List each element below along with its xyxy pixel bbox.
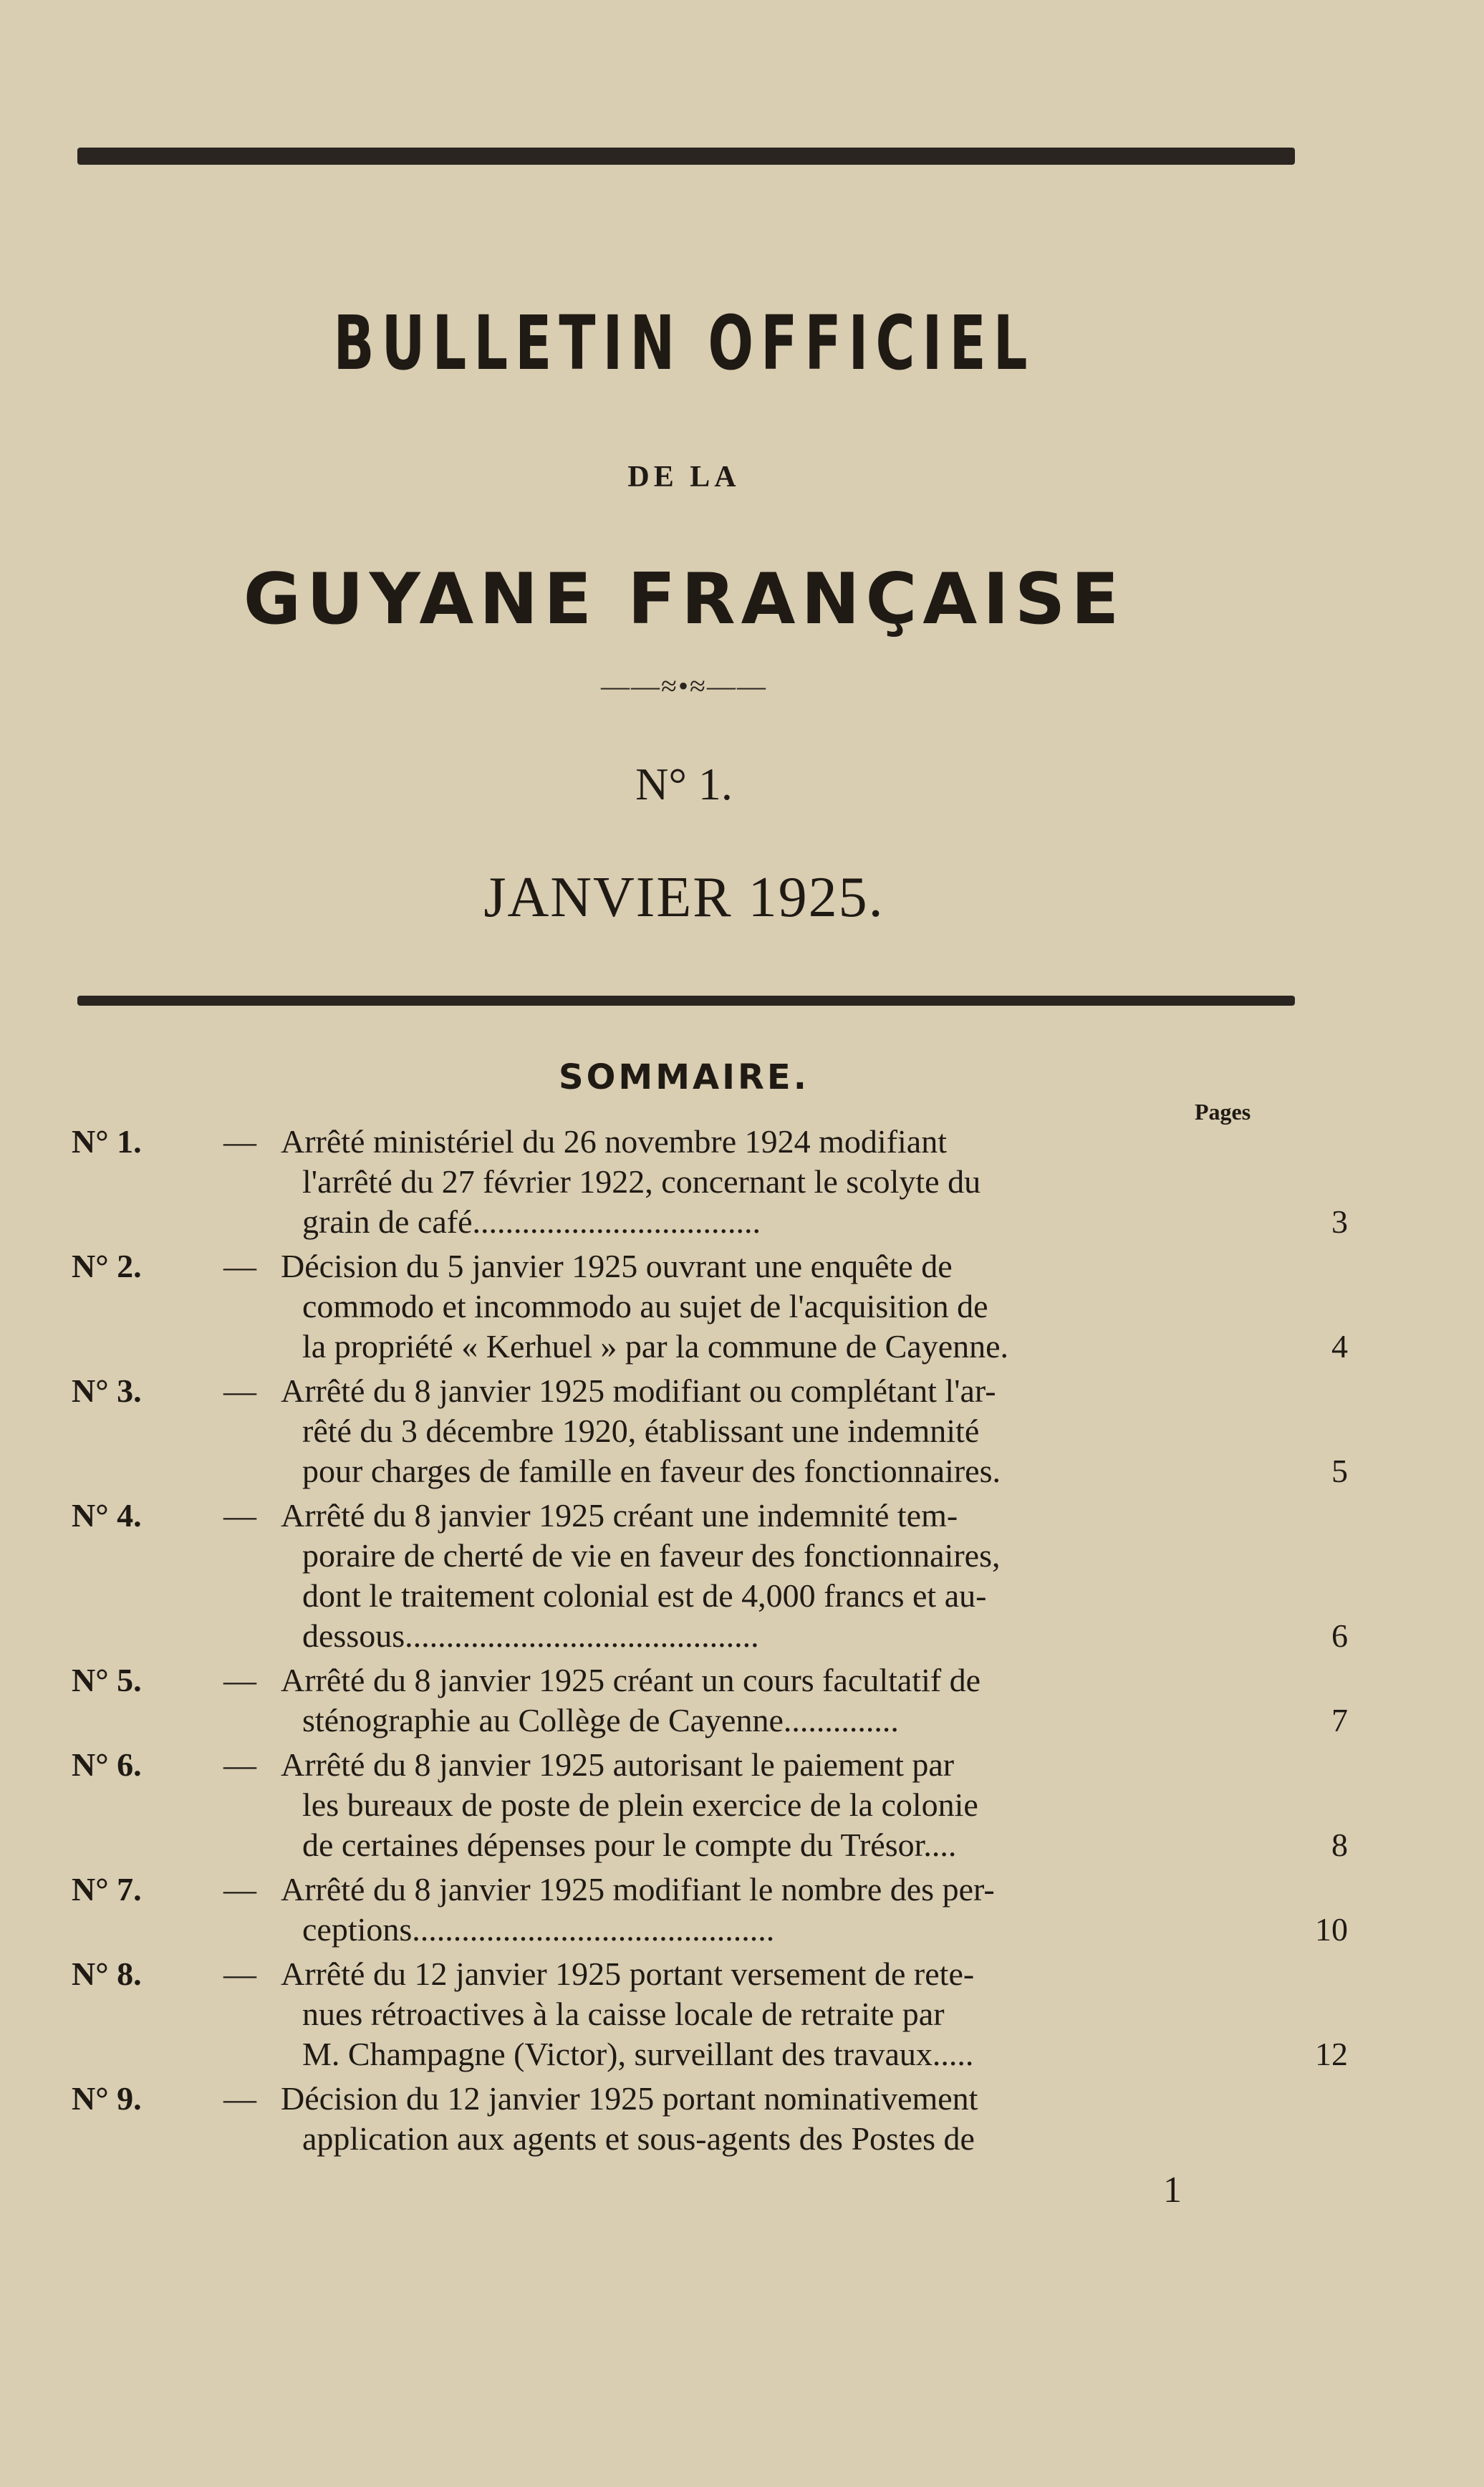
entry-dash: — — [223, 1956, 256, 1992]
entry-line: commodo et incommodo au sujet de l'acquisition de — [302, 1288, 988, 1324]
entry-number: N° 3. — [72, 1372, 142, 1409]
entry-text — [281, 1246, 1348, 1367]
entry-text — [281, 2079, 1298, 2159]
entry-line: nues rétroactives à la caisse locale de retraite par — [302, 1996, 945, 2032]
entry-number: N° 1. — [72, 1123, 142, 1160]
entry-line: poraire de cherté de vie en faveur des fonctionnaires, — [302, 1537, 1001, 1574]
entry-line: Décision du 5 janvier 1925 ouvrant une enquête de — [281, 1248, 953, 1284]
issue-date: JANVIER 1925. — [483, 866, 885, 929]
entry-dash: — — [223, 1372, 256, 1409]
entry-page-number: 8 — [1331, 1827, 1348, 1863]
entry-line: rêté du 3 décembre 1920, établissant une indemnité — [302, 1413, 980, 1449]
entry-dash: — — [223, 1662, 256, 1698]
entry-text — [281, 1870, 1348, 1950]
entry-number: N° 6. — [72, 1746, 142, 1783]
entry-page-number: 4 — [1331, 1328, 1348, 1365]
entry-line: Arrêté du 8 janvier 1925 autorisant le paiement par — [281, 1746, 955, 1783]
toc-entry — [72, 1246, 1348, 1367]
entry-line: grain de café................................... — [302, 1203, 761, 1240]
entry-text — [281, 1371, 1348, 1491]
entry-dash: — — [223, 1123, 256, 1160]
summary-heading: SOMMAIRE. — [559, 1057, 809, 1097]
entry-line: Décision du 12 janvier 1925 portant nominativement — [281, 2080, 978, 2117]
toc-entry — [72, 2079, 1304, 2159]
entry-line: dont le traitement colonial est de 4,000 francs et au- — [302, 1577, 987, 1614]
bulletin-title: BULLETIN OFFICIEL — [333, 299, 1035, 387]
entry-line: la propriété « Kerhuel » par la commune de Cayenne. — [302, 1328, 1009, 1365]
entry-line: de certaines dépenses pour le compte du Trésor.... — [302, 1827, 957, 1863]
region-title: GUYANE FRANÇAISE — [243, 559, 1125, 640]
entry-text — [281, 1660, 1348, 1741]
entry-line: M. Champagne (Victor), surveillant des travaux..... — [302, 2036, 974, 2072]
entry-line: application aux agents et sous-agents des Postes de — [302, 2120, 975, 2157]
toc-entry — [72, 1870, 1348, 1950]
toc-entry — [72, 1954, 1348, 2074]
toc-entry — [72, 1496, 1348, 1656]
entry-page-number: 6 — [1331, 1617, 1348, 1654]
entry-text — [281, 1496, 1348, 1656]
entry-number: N° 9. — [72, 2080, 142, 2117]
entry-dash: — — [223, 1871, 256, 1908]
section-rule — [77, 996, 1295, 1006]
entry-number: N° 8. — [72, 1956, 142, 1992]
entry-line: Arrêté du 12 janvier 1925 portant versement de rete- — [281, 1956, 975, 1992]
entry-number: N° 7. — [72, 1871, 142, 1908]
entry-line: dessous........................................... — [302, 1617, 759, 1654]
entry-line: Arrêté du 8 janvier 1925 créant une indemnité tem- — [281, 1497, 958, 1534]
entry-text — [281, 1745, 1348, 1865]
toc-entry — [72, 1660, 1348, 1741]
pages-column-label: Pages — [1195, 1099, 1251, 1125]
entry-dash: — — [223, 1746, 256, 1783]
entry-number: N° 5. — [72, 1662, 142, 1698]
entry-page-number: 3 — [1331, 1203, 1348, 1240]
top-rule — [77, 148, 1295, 165]
title-connector: DE LA — [627, 461, 741, 494]
entry-line: Arrêté du 8 janvier 1925 créant un cours facultatif de — [281, 1662, 981, 1698]
entry-line: Arrêté ministériel du 26 novembre 1924 modifiant — [281, 1123, 947, 1160]
entry-page-number: 12 — [1315, 2036, 1348, 2072]
entry-line: les bureaux de poste de plein exercice de la colonie — [302, 1786, 978, 1823]
entry-text — [281, 1954, 1348, 2074]
entry-dash: — — [223, 1248, 256, 1284]
entry-page-number: 7 — [1331, 1702, 1348, 1738]
table-of-contents — [72, 1122, 1348, 2163]
entry-line: sténographie au Collège de Cayenne.............. — [302, 1702, 899, 1738]
entry-line: ceptions............................................ — [302, 1911, 775, 1948]
entry-line: l'arrêté du 27 février 1922, concernant le scolyte du — [302, 1163, 981, 1200]
toc-entry — [72, 1122, 1348, 1242]
toc-entry — [72, 1745, 1348, 1865]
page-folio: 1 — [1163, 2170, 1182, 2211]
entry-page-number: 10 — [1315, 1911, 1348, 1948]
entry-number: N° 2. — [72, 1248, 142, 1284]
toc-entry — [72, 1371, 1348, 1491]
entry-number: N° 4. — [72, 1497, 142, 1534]
entry-dash: — — [223, 1497, 256, 1534]
entry-line: Arrêté du 8 janvier 1925 modifiant ou complétant l'ar- — [281, 1372, 996, 1409]
entry-line: Arrêté du 8 janvier 1925 modifiant le nombre des per- — [281, 1871, 995, 1908]
entry-dash: — — [223, 2080, 256, 2117]
entry-page-number: 5 — [1331, 1453, 1348, 1489]
issue-number: N° 1. — [635, 759, 733, 809]
entry-line: pour charges de famille en faveur des fonctionnaires. — [302, 1453, 1001, 1489]
ornament-divider: ——≈•≈—— — [601, 670, 767, 702]
entry-text — [281, 1122, 1348, 1242]
